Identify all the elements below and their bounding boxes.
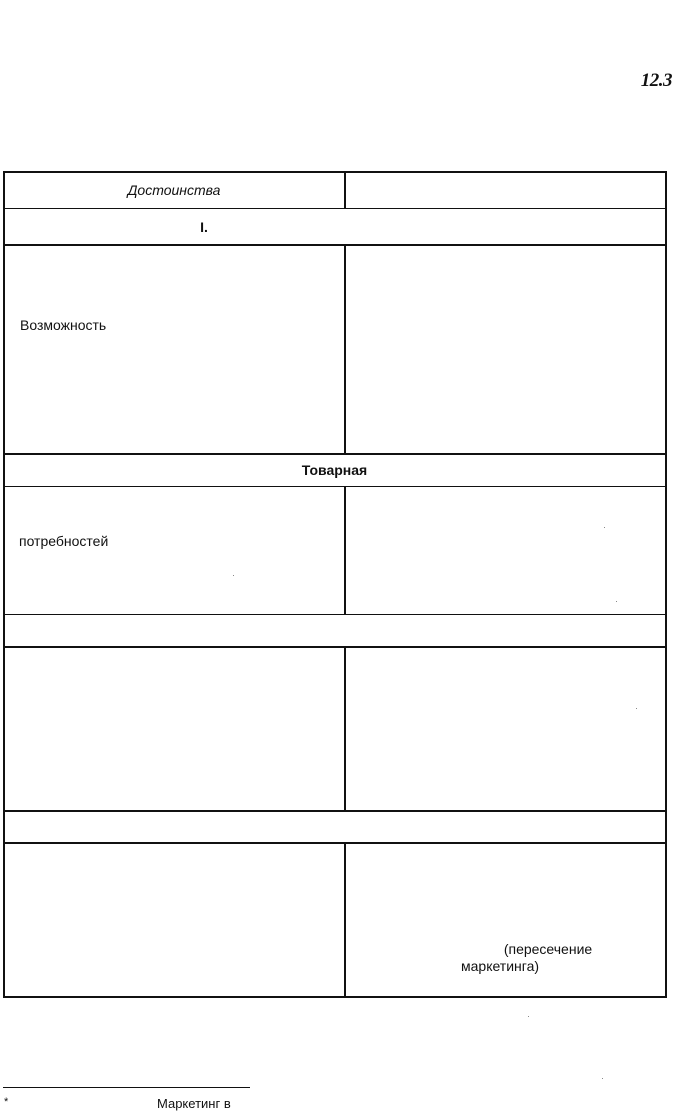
table-rule bbox=[3, 810, 667, 812]
scan-speck bbox=[528, 1016, 529, 1017]
footnote-rule bbox=[3, 1087, 250, 1088]
column-divider bbox=[344, 245, 346, 454]
scan-speck bbox=[616, 601, 617, 602]
row-2-left-text: потребностей bbox=[19, 533, 109, 549]
row-4-right-line-2: маркетинга) bbox=[461, 958, 540, 974]
table-rule bbox=[3, 453, 667, 455]
scan-speck bbox=[602, 1078, 603, 1079]
scan-speck bbox=[604, 527, 605, 528]
row-4-right-line-1: (пересечение bbox=[503, 941, 593, 957]
table-rule bbox=[3, 842, 667, 844]
header-advantages: Достоинства bbox=[127, 182, 221, 198]
table-rule bbox=[3, 614, 667, 615]
scan-speck bbox=[233, 575, 234, 576]
table-rule bbox=[3, 244, 667, 246]
scan-speck bbox=[636, 708, 637, 709]
column-divider bbox=[344, 647, 346, 811]
table-rule bbox=[3, 646, 667, 648]
table-border-left bbox=[3, 171, 5, 998]
page-number: 12.3 bbox=[640, 70, 672, 91]
table-rule bbox=[3, 208, 667, 209]
section-title-1: I. bbox=[200, 219, 208, 235]
section-title-product: Товарная bbox=[301, 462, 368, 478]
column-divider bbox=[344, 843, 346, 997]
row-4-right-text bbox=[440, 941, 630, 975]
table-border-bottom bbox=[3, 996, 667, 998]
table-border-top bbox=[3, 171, 667, 173]
table-border-right bbox=[665, 171, 667, 998]
column-divider bbox=[344, 486, 346, 615]
table-rule bbox=[3, 486, 667, 487]
row-1-left-text: Возможность bbox=[20, 317, 107, 333]
footnote-text: Маркетинг в bbox=[157, 1096, 231, 1111]
footnote-mark: * bbox=[4, 1096, 9, 1108]
